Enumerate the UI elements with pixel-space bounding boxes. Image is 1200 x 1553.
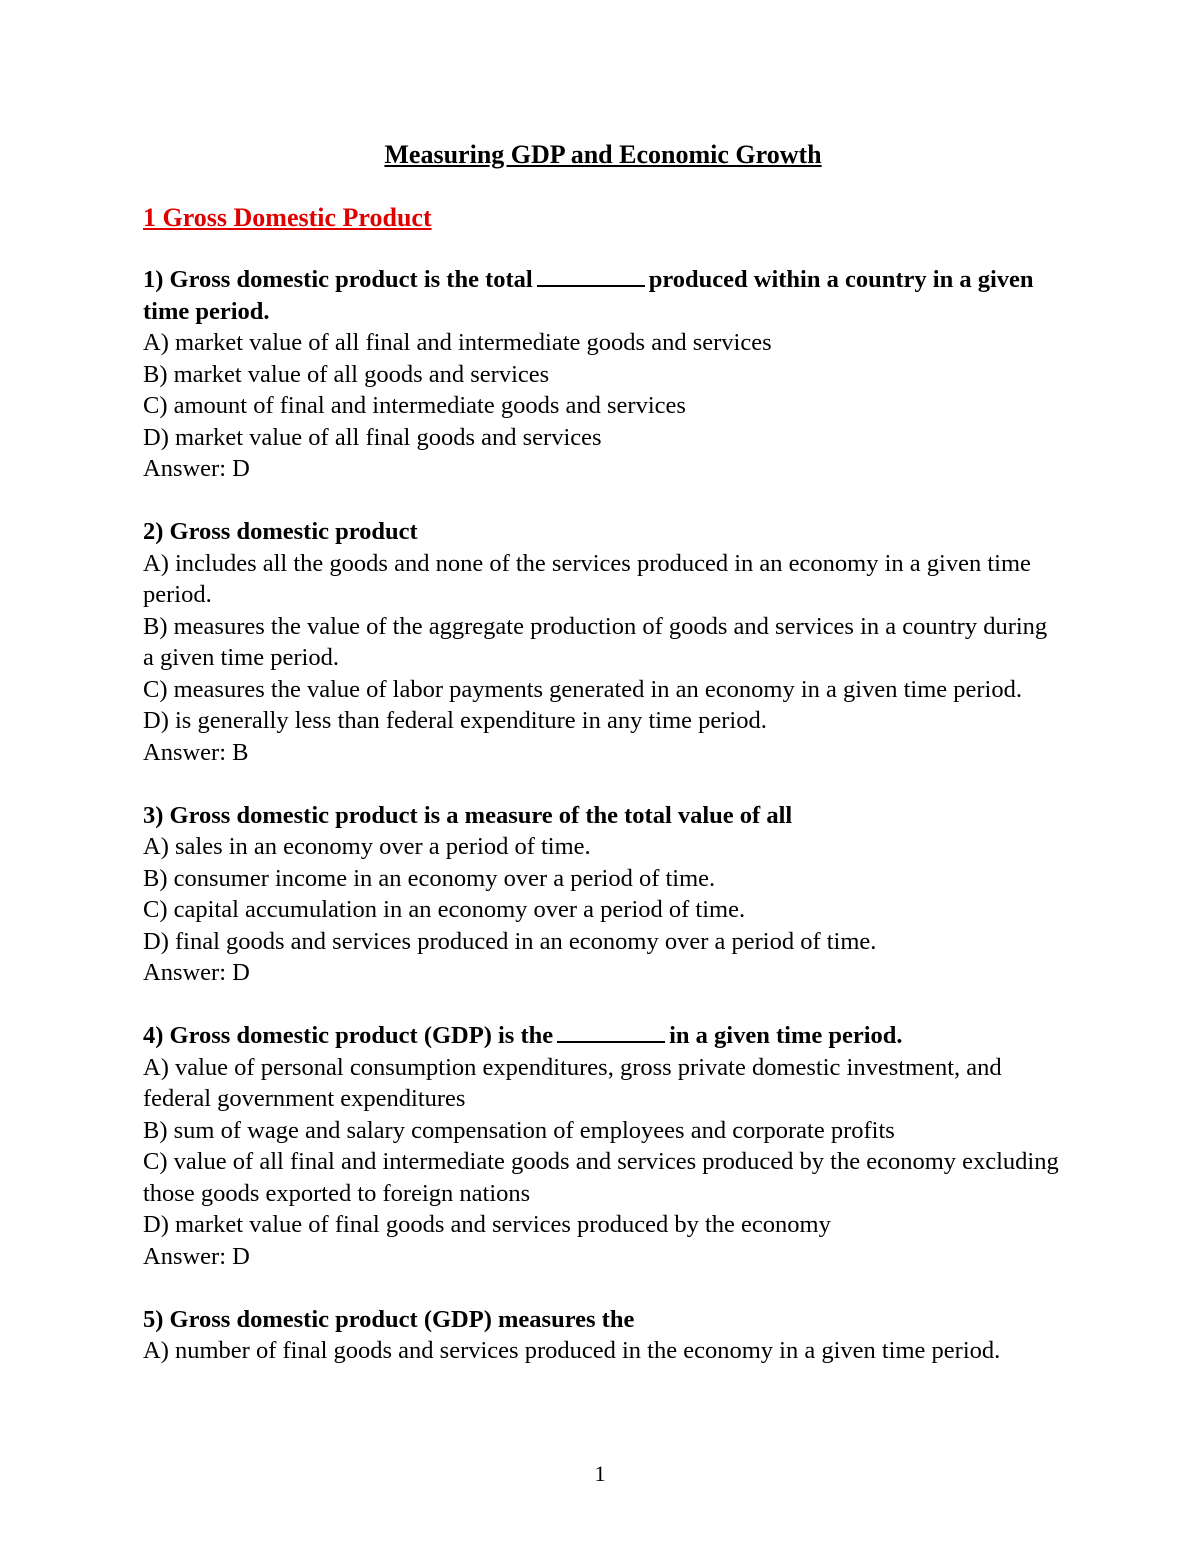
option-d: D) final goods and services produced in an economy over a period of time. xyxy=(143,927,877,955)
option-b: B) measures the value of the aggregate production of goods and services in a country during a given time period. xyxy=(143,612,1048,671)
option-a: A) includes all the goods and none of the services produced in an economy in a given time period. xyxy=(143,549,1031,608)
document-title: Measuring GDP and Economic Growth xyxy=(384,140,822,169)
fill-in-blank xyxy=(537,285,645,287)
option-c: C) capital accumulation in an economy over a period of time. xyxy=(143,896,746,923)
option-d: D) market value of final goods and services produced by the economy xyxy=(143,1211,831,1238)
question-stem: 2) Gross domestic product xyxy=(143,518,418,545)
question-stem-after: produced within a country in a given time period. xyxy=(143,266,1034,325)
answer: Answer: D xyxy=(143,1242,250,1270)
answer: Answer: B xyxy=(143,738,249,766)
question-stem-before: 1) Gross domestic product is the total xyxy=(143,266,533,293)
option-b: B) consumer income in an economy over a period of time. xyxy=(143,864,716,892)
option-c: C) measures the value of labor payments generated in an economy in a given time period. xyxy=(143,675,1022,703)
option-a: A) value of personal consumption expenditures, gross private domestic investment, and federal government expenditures xyxy=(143,1053,1002,1112)
option-a: A) number of final goods and services produced in the economy in a given time period. xyxy=(143,1337,1001,1364)
question-2 xyxy=(143,516,1063,768)
question-stem xyxy=(143,264,1063,327)
question-5 xyxy=(143,1304,1063,1367)
answer: Answer: D xyxy=(143,455,250,482)
option-d: D) is generally less than federal expenditure in any time period. xyxy=(143,707,767,734)
section-heading: 1 Gross Domestic Product xyxy=(143,202,432,232)
question-3 xyxy=(143,800,1063,989)
question-1 xyxy=(143,264,1063,485)
question-stem-before: 4) Gross domestic product (GDP) is the xyxy=(143,1022,554,1049)
option-b: B) sum of wage and salary compensation of employees and corporate profits xyxy=(143,1116,895,1144)
option-d: D) market value of all final goods and services xyxy=(143,423,602,451)
fill-in-blank xyxy=(557,1041,665,1043)
option-c: C) value of all final and intermediate goods and services produced by the economy excluding those goods exported to foreign nations xyxy=(143,1148,1059,1207)
question-stem xyxy=(143,1020,1063,1052)
option-a: A) market value of all final and intermediate goods and services xyxy=(143,329,772,356)
document-content xyxy=(143,139,1063,1398)
option-c: C) amount of final and intermediate goods and services xyxy=(143,392,686,419)
question-stem: 5) Gross domestic product (GDP) measures the xyxy=(143,1305,635,1333)
answer: Answer: D xyxy=(143,959,250,986)
option-a: A) sales in an economy over a period of time. xyxy=(143,833,591,860)
question-4 xyxy=(143,1020,1063,1272)
question-stem-after: in a given time period. xyxy=(669,1022,903,1049)
question-stem: 3) Gross domestic product is a measure of the total value of all xyxy=(143,801,793,829)
option-b: B) market value of all goods and services xyxy=(143,360,550,388)
page-number: 1 xyxy=(594,1461,606,1486)
